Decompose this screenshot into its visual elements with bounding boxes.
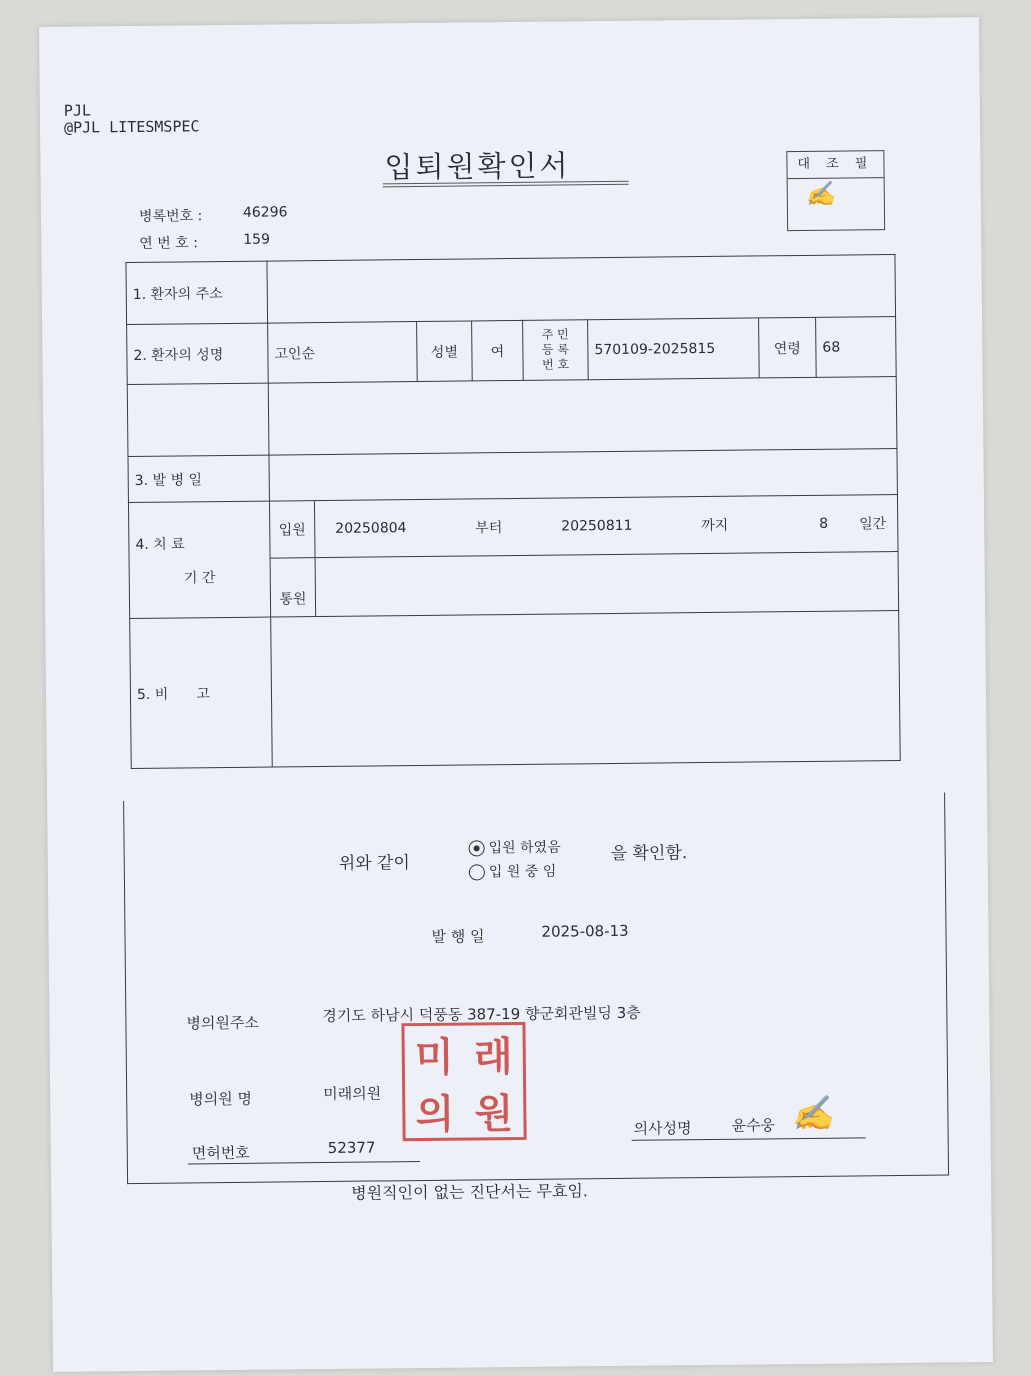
- seal-char-1: 미: [414, 1033, 454, 1082]
- period-label: [128, 501, 270, 618]
- option-inpatient-label: 입 원 중 임: [488, 863, 557, 881]
- address-label: 1. 환자의 주소: [126, 261, 268, 324]
- record-number-value: 46296: [242, 204, 288, 221]
- doctor-signature: ✍: [791, 1093, 834, 1135]
- radio-inpatient[interactable]: [469, 864, 485, 880]
- rrn-label-2: 등 록: [541, 342, 569, 357]
- confirmation-prefix: 위와 같이: [338, 853, 410, 874]
- serial-number-value: 159: [243, 231, 271, 248]
- verification-label: 대 조 필: [787, 151, 883, 179]
- pjl-line-1: PJL: [63, 101, 92, 120]
- outpatient-row: [271, 552, 899, 617]
- doctor-label: 의사성명: [633, 1119, 692, 1138]
- hospital-address: 경기도 하남시 덕풍동 387-19 향군회관빌딩 3층: [322, 1003, 641, 1026]
- seal-char-2: 래: [473, 1033, 513, 1081]
- pjl-line-2: @PJL LITESMSPEC: [63, 117, 200, 137]
- seal-char-3: 의: [415, 1090, 455, 1139]
- period-label-1: 4. 치 료: [135, 535, 185, 553]
- from-word: 부터: [475, 520, 503, 537]
- age-value: 68: [816, 317, 897, 378]
- doctor-name: 윤수웅: [731, 1116, 776, 1135]
- period-detail: [269, 494, 898, 617]
- blank-value-cell: [268, 377, 897, 456]
- hospital-name-label: 병의원 명: [189, 1089, 253, 1109]
- option-admitted-label: 입원 하였음: [488, 839, 561, 857]
- onset-label: 3. 발 병 일: [128, 455, 269, 502]
- hospital-address-label: 병의원주소: [186, 1013, 259, 1033]
- days-unit: 일간: [859, 516, 887, 533]
- address-value: [267, 255, 896, 324]
- inpatient-row: [270, 495, 898, 559]
- patient-info-table: [125, 254, 900, 769]
- certificate-paper: [39, 17, 993, 1372]
- confirmation-section: [123, 793, 949, 1185]
- to-word: 까지: [701, 517, 729, 535]
- rrn-label: [523, 320, 589, 381]
- onset-value: [269, 448, 897, 501]
- inpatient-label: 입원: [270, 501, 316, 557]
- rrn-label-1: 주 민: [541, 327, 569, 342]
- record-number-label: 병록번호 :: [138, 208, 203, 225]
- period-label-2: 기 간: [183, 569, 216, 586]
- confirmation-suffix: 을 확인함.: [610, 843, 688, 865]
- verification-signature: ✍: [805, 179, 836, 208]
- age-label: 연령: [759, 317, 817, 378]
- sex-label: 성별: [417, 321, 473, 382]
- license-number: 52377: [327, 1138, 376, 1157]
- record-number: [138, 204, 288, 226]
- hospital-seal: [401, 1022, 526, 1141]
- license-label: 면허번호: [191, 1143, 250, 1163]
- name-value: 고인순: [268, 322, 418, 384]
- days-count: 8: [819, 515, 829, 532]
- rrn-value: 570109-2025815: [588, 318, 760, 380]
- seal-char-4: 원: [474, 1090, 514, 1138]
- serial-number: [139, 231, 271, 253]
- verification-box: [786, 150, 885, 231]
- remarks-value: [271, 610, 901, 767]
- name-label: 2. 환자의 성명: [127, 323, 269, 384]
- serial-number-label: 연 번 호 :: [139, 235, 198, 252]
- blank-label-cell: [127, 383, 269, 456]
- rrn-label-3: 번 호: [541, 357, 570, 372]
- document-title: 입퇴원확인서: [384, 148, 571, 185]
- hospital-name: 미래의원: [323, 1084, 382, 1104]
- issue-date-label: 발 행 일: [431, 927, 485, 946]
- sex-value: 여: [472, 320, 524, 381]
- outpatient-label: 통원: [271, 558, 317, 616]
- footer-note: 병원직인이 없는 진단서는 무효임.: [351, 1181, 589, 1203]
- inpatient-from: 20250804: [335, 520, 407, 537]
- printer-header: [64, 101, 200, 136]
- issue-date-value: 2025-08-13: [541, 921, 629, 941]
- option-inpatient[interactable]: [469, 861, 557, 882]
- remarks-label: 5. 비 고: [130, 617, 273, 768]
- radio-admitted[interactable]: [469, 840, 485, 856]
- option-admitted[interactable]: [468, 837, 560, 858]
- inpatient-to: 20250811: [561, 517, 633, 535]
